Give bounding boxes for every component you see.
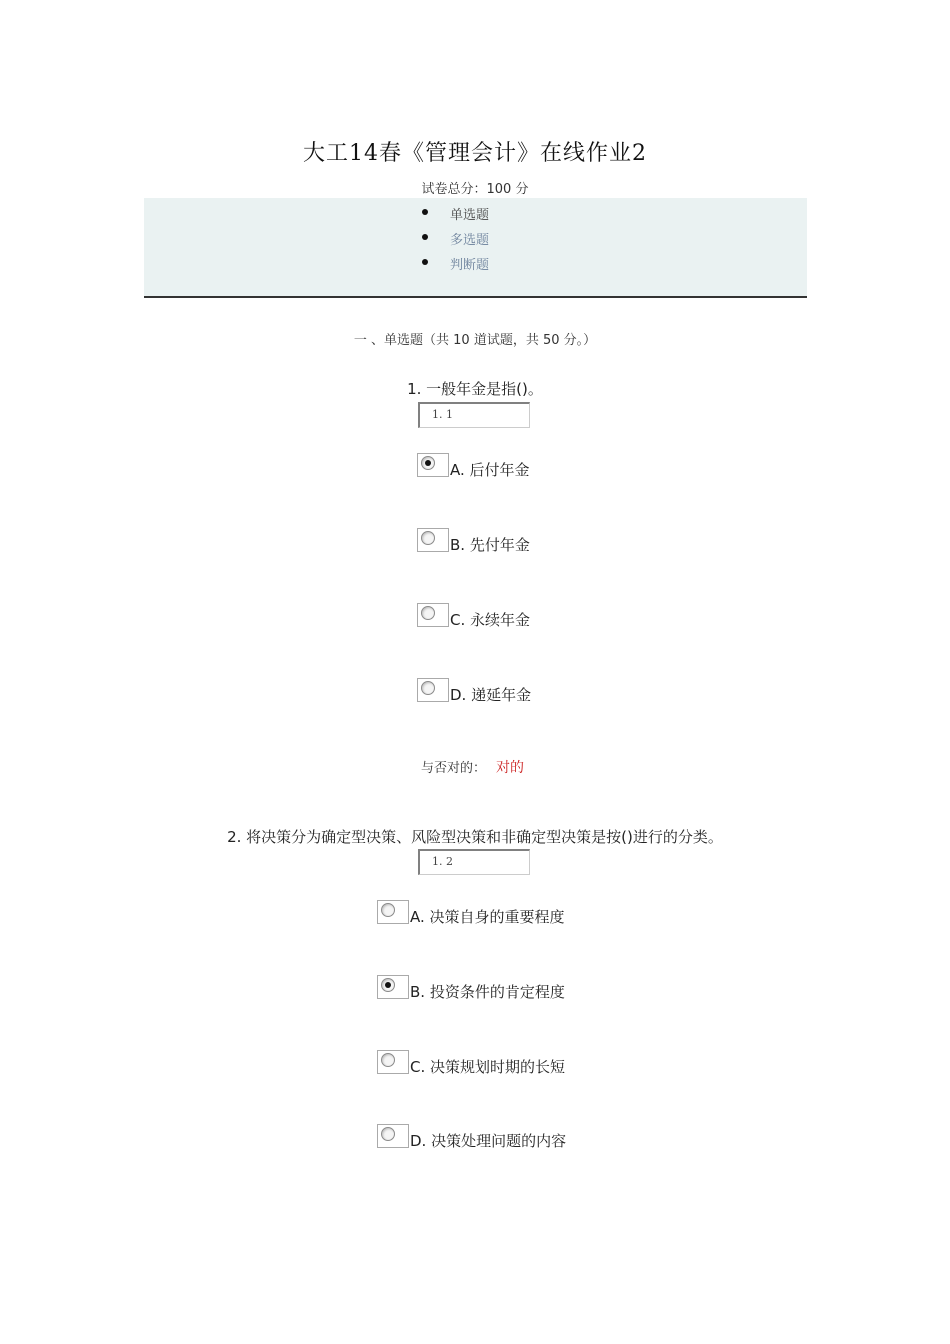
option-label: B. 投资条件的肯定程度 [410, 983, 565, 1001]
radio-button[interactable] [377, 1050, 409, 1074]
bullet-icon [422, 234, 428, 240]
radio-button[interactable] [417, 528, 449, 552]
result-value: 对的 [496, 760, 525, 776]
option-label: D. 决策处理问题的内容 [410, 1132, 567, 1150]
radio-button[interactable] [417, 603, 449, 627]
question-text: 2. 将决策分为确定型决策、风险型决策和非确定型决策是按()进行的分类。 [227, 828, 723, 846]
question-text: 1. 一般年金是指()。 [407, 380, 543, 398]
page-title: 大工14春《管理会计》在线作业2 [303, 141, 647, 166]
nav-item-label: 单选题 [450, 208, 490, 223]
radio-unchecked-icon [381, 903, 395, 917]
bullet-icon [422, 209, 428, 215]
radio-unchecked-icon [421, 681, 435, 695]
question-type-nav [144, 198, 807, 298]
radio-checked-icon [381, 978, 395, 992]
nav-item-true-false[interactable] [450, 254, 489, 273]
nav-item-label: 判断题 [450, 258, 490, 273]
radio-button[interactable] [377, 975, 409, 999]
option-label: B. 先付年金 [450, 536, 530, 554]
bullet-icon [422, 259, 428, 265]
nav-item-multiple-choice[interactable] [450, 229, 489, 248]
radio-button[interactable] [417, 678, 449, 702]
result-label: 与否对的： [421, 761, 487, 776]
section-heading: 一 、单选题（共 10 道试题，共 50 分。） [353, 333, 597, 348]
option-label: A. 后付年金 [450, 461, 530, 479]
option-label: D. 递延年金 [450, 686, 532, 704]
option-label: C. 永续年金 [450, 611, 531, 629]
option-label: C. 决策规划时期的长短 [410, 1058, 566, 1076]
radio-unchecked-icon [421, 606, 435, 620]
radio-unchecked-icon [381, 1053, 395, 1067]
radio-button[interactable] [417, 453, 449, 477]
radio-unchecked-icon [381, 1127, 395, 1141]
total-score: 试卷总分：100 分 [421, 182, 529, 197]
nav-item-single-choice[interactable] [450, 204, 489, 223]
question-number-field[interactable]: 1. 1 [418, 402, 530, 428]
nav-item-label: 多选题 [450, 233, 490, 248]
radio-button[interactable] [377, 1124, 409, 1148]
answer-result [421, 757, 524, 777]
option-label: A. 决策自身的重要程度 [410, 908, 565, 926]
radio-button[interactable] [377, 900, 409, 924]
radio-unchecked-icon [421, 531, 435, 545]
question-number-field[interactable]: 1. 2 [418, 849, 530, 875]
radio-checked-icon [421, 456, 435, 470]
